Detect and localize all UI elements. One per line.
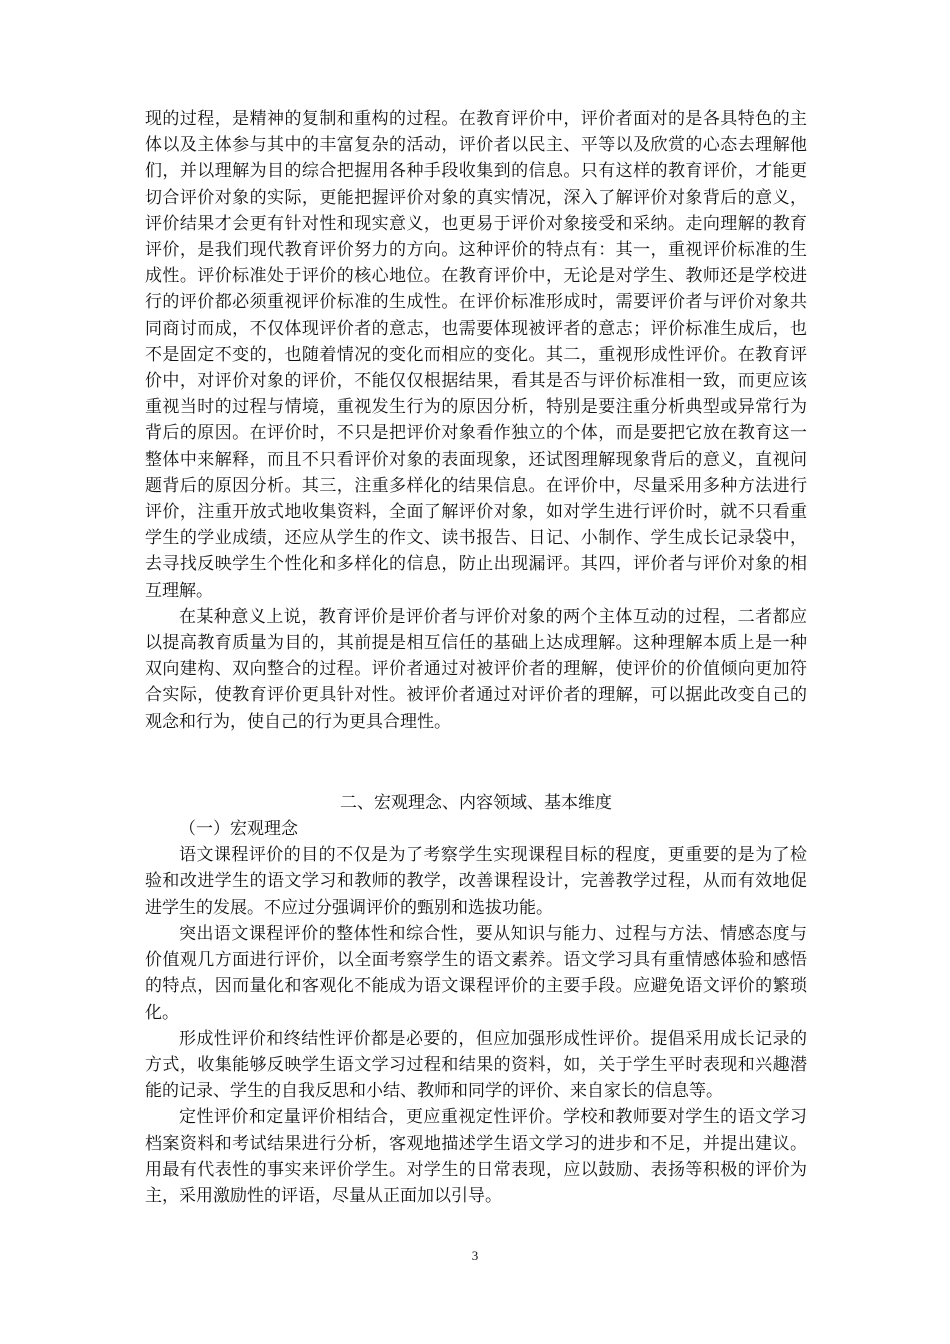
- body-paragraph: 定性评价和定量评价相结合，更应重视定性评价。学校和教师要对学生的语文学习档案资料和考试结果进行分析，客观地描述学生语文学习的进步和不足，并提出建议。用最有代表性的事实来评价学生。对学生的日常表现，应以鼓励、表扬等积极的评价为主，采用激励性的评语，尽量从正面加以引导。: [145, 1107, 807, 1206]
- page-number: 3: [471, 1248, 479, 1263]
- body-paragraph: 在某种意义上说，教育评价是评价者与评价对象的两个主体互动的过程，二者都应以提高教育质量为目的，其前提是相互信任的基础上达成理解。这种理解本质上是一种双向建构、双向整合的过程。评价者通过对被评价者的理解，使评价的价值倾向更加符合实际，使教育评价更具针对性。被评价者通过对评价者的理解，可以据此改变自己的观念和行为，使自己的行为更具合理性。: [145, 606, 807, 732]
- body-paragraph: 现的过程，是精神的复制和重构的过程。在教育评价中，评价者面对的是各具特色的主体以及主体参与其中的丰富复杂的活动，评价者以民主、平等以及欣赏的心态去理解他们，并以理解为目的综合把握用各种手段收集到的信息。只有这样的教育评价，才能更切合评价对象的实际，更能把握评价对象的真实情况，深入了解评价对象背后的意义，评价结果才会更有针对性和现实意义，也更易于评价对象接受和采纳。走向理解的教育评价，是我们现代教育评价努力的方向。这种评价的特点有：其一，重视评价标准的生成性。评价标准处于评价的核心地位。在教育评价中，无论是对学生、教师还是学校进行的评价都必须重视评价标准的生成性。在评价标准形成时，需要评价者与评价对象共同商讨而成，不仅体现评价者的意志，也需要体现被评者的意志；评价标准生成后，也不是固定不变的，也随着情况的变化而相应的变化。其二，重视形成性评价。在教育评价中，对评价对象的评价，不能仅仅根据结果，看其是否与评价标准相一致，而更应该重视当时的过程与情境，重视发生行为的原因分析，特别是要注重分析典型或异常行为背后的原因。在评价时，不只是把评价对象看作独立的个体，而是要把它放在教育这一整体中来解释，而且不只看评价对象的表面现象，还试图理解现象背后的意义，直视问题背后的原因分析。其三，注重多样化的结果信息。在评价中，尽量采用多种方法进行评价，注重开放式地收集资料，全面了解评价对象，如对学生进行评价时，就不只看重学生的学业成绩，还应从学生的作文、读书报告、日记、小制作、学生成长记录袋中，去寻找反映学生个性化和多样化的信息，防止出现漏评。其四，评价者与评价对象的相互理解。: [145, 109, 807, 601]
- document-page: [145, 106, 807, 1209]
- body-paragraph: 形成性评价和终结性评价都是必要的，但应加强形成性评价。提倡采用成长记录的方式，收集能够反映学生语文学习过程和结果的资料，如，关于学生平时表现和兴趣潜能的记录、学生的自我反思和小结、教师和同学的评价、来自家长的信息等。: [145, 1028, 807, 1102]
- body-paragraph: 突出语文课程评价的整体性和综合性，要从知识与能力、过程与方法、情感态度与价值观几方面进行评价，以全面考察学生的语文素养。语文学习具有重情感体验和感悟的特点，因而量化和客观化不能成为语文课程评价的主要手段。应避免语文评价的繁琐化。: [145, 923, 807, 1023]
- subsection-title: （一）宏观理念: [179, 819, 298, 840]
- section-spacer: [145, 735, 807, 790]
- section-title: 二、宏观理念、内容领域、基本维度: [340, 792, 612, 813]
- body-paragraph: 语文课程评价的目的不仅是为了考察学生实现课程目标的程度，更重要的是为了检验和改进学生的语文学习和教师的教学，改善课程设计，完善教学过程，从而有效地促进学生的发展。不应过分强调评价的甄别和选拔功能。: [145, 845, 807, 918]
